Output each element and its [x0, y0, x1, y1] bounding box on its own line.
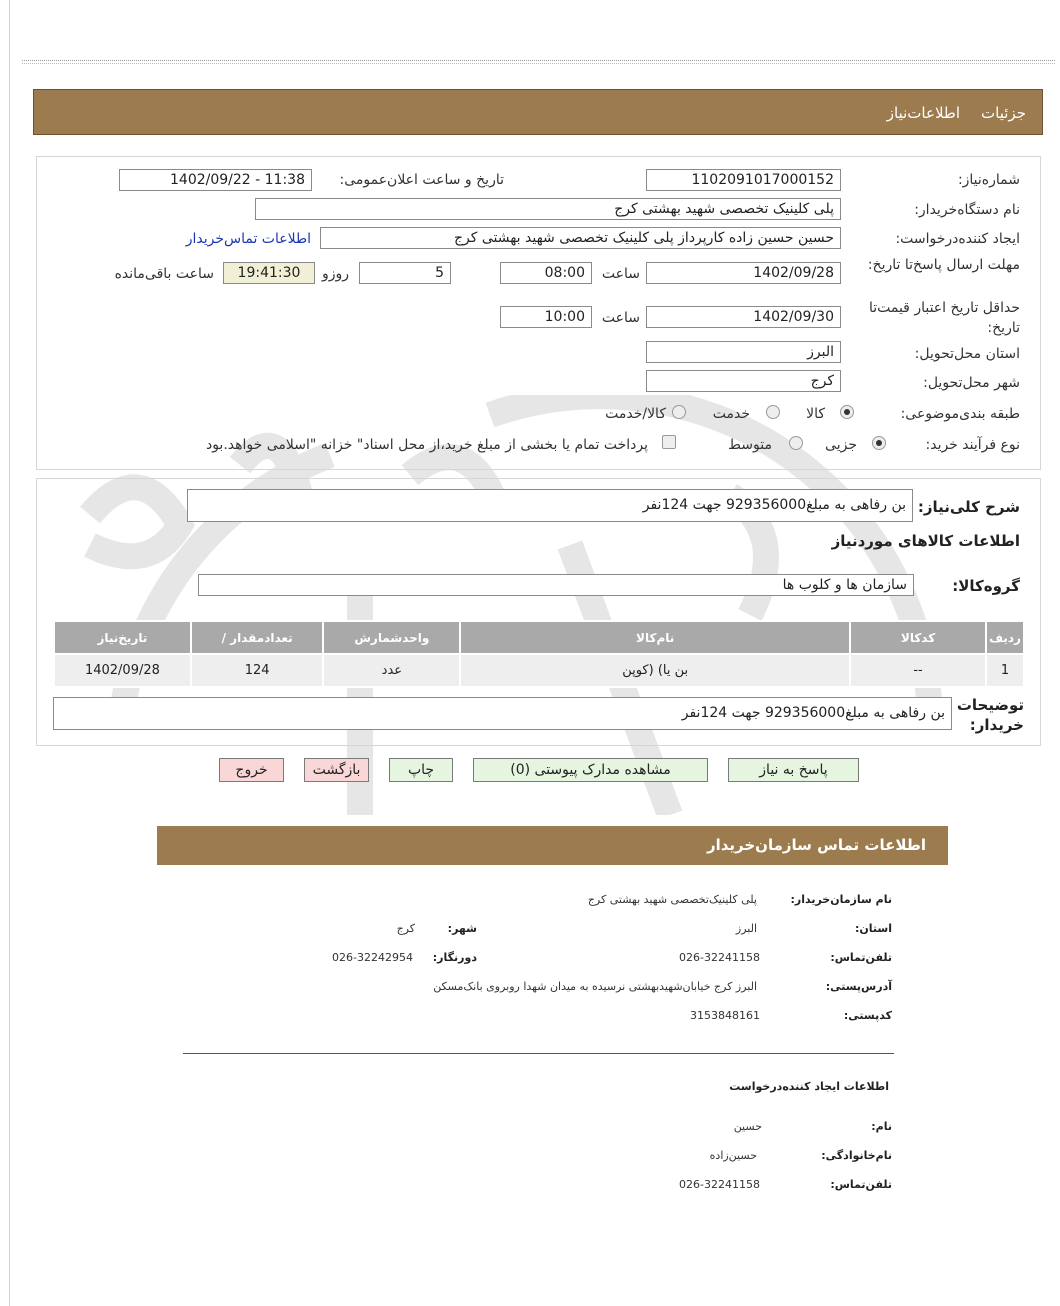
province-label: استان محل‌تحویل:: [914, 346, 1020, 362]
city-label: شهر محل‌تحویل:: [923, 375, 1020, 391]
creator-label: ایجاد کننده‌درخواست:: [895, 231, 1020, 247]
reply-time-label: ساعت: [601, 266, 640, 282]
contact-phone-value: 026-32241158: [679, 951, 760, 964]
col-unit: واحدشمارش: [323, 621, 460, 654]
exit-button[interactable]: خروج: [219, 758, 284, 782]
col-quantity: تعدادمقدار /: [191, 621, 324, 654]
col-code: کدکالا: [850, 621, 986, 654]
province-field: البرز: [646, 341, 841, 363]
min-validity-label: حداقل تاریخ اعتبار قیمت‌تا تاریخ:: [868, 300, 1020, 336]
creator-name-value: حسین: [733, 1120, 762, 1133]
validity-date-field: 1402/09/30: [646, 306, 841, 328]
buyer-notes-label: توضیحات خریدار:: [956, 696, 1024, 734]
contact-province-label: استان:: [855, 922, 892, 935]
buyer-notes-field: بن رفاهی به مبلغ929356000 جهت 124نفر: [53, 697, 952, 730]
buyer-contact-link[interactable]: اطلاعات تماس‌خریدار: [185, 231, 311, 247]
print-button[interactable]: چاپ: [389, 758, 453, 782]
city-field: کرج: [646, 370, 841, 392]
cell-code: --: [850, 654, 986, 687]
buyer-org-field: پلی کلینیک تخصصی شهید بهشتی کرج: [255, 198, 841, 220]
items-table-wrapper: [53, 620, 1025, 688]
cell-unit: عدد: [323, 654, 460, 687]
validity-time-field: 10:00: [500, 306, 592, 328]
goods-group-label: گروه‌کالا:: [952, 577, 1020, 595]
cell-quantity: 124: [191, 654, 324, 687]
category-goods-radio[interactable]: [840, 405, 854, 419]
contact-fax-label: دورنگار:: [432, 951, 477, 964]
contact-phone-label: تلفن‌تماس:: [830, 951, 892, 964]
items-section-title: اطلاعات کالاهای موردنیاز: [831, 532, 1020, 550]
general-desc-field: بن رفاهی به مبلغ929356000 جهت 124نفر: [187, 489, 913, 522]
col-name: نام‌کالا: [460, 621, 850, 654]
need-number-field: 1102091017000152: [646, 169, 841, 191]
announce-date-label: تاریخ و ساعت اعلان‌عمومی:: [339, 172, 504, 188]
top-divider-2: [22, 63, 1055, 64]
payment-checkbox[interactable]: [662, 435, 676, 449]
cell-name: بن یا) (کوپن: [460, 654, 850, 687]
contact-postal-value: 3153848161: [690, 1009, 760, 1022]
reply-date-field: 1402/09/28: [646, 262, 841, 284]
general-desc-label: شرح کلی‌نیاز:: [917, 498, 1020, 516]
items-table-header: [54, 621, 1024, 654]
category-service-label: خدمت: [712, 406, 750, 422]
contact-fax-value: 026-32242954: [332, 951, 413, 964]
contact-address-label: آدرس‌پستی:: [825, 980, 892, 993]
contact-city-value: کرج: [396, 922, 415, 935]
reply-deadline-label: مهلت ارسال پاسخ‌تا تاریخ:: [867, 257, 1020, 273]
contact-postal-label: کدپستی:: [843, 1009, 892, 1022]
items-table: [53, 620, 1025, 688]
category-label: طبقه بندی‌موضوعی:: [900, 406, 1020, 422]
view-attachments-button[interactable]: مشاهده مدارک پیوستی (0): [473, 758, 708, 782]
col-row: ردیف: [986, 621, 1024, 654]
tab-need-info[interactable]: اطلاعات‌نیاز: [886, 104, 960, 122]
creator-info-title: اطلاعات ایجاد کننده‌درخواست: [729, 1080, 889, 1093]
category-goods-service-label: کالا/خدمت: [605, 406, 666, 422]
creator-phone-label: تلفن‌تماس:: [830, 1178, 892, 1191]
days-field: 5: [359, 262, 451, 284]
creator-family-label: نام‌خانوادگی:: [821, 1149, 892, 1162]
cell-row: 1: [986, 654, 1024, 687]
process-medium-radio[interactable]: [789, 436, 803, 450]
creator-family-value: حسین‌زاده: [709, 1149, 757, 1162]
contact-divider: [183, 1053, 894, 1054]
process-minor-radio[interactable]: [872, 436, 886, 450]
creator-field: حسین حسین زاده کارپرداز پلی کلینیک تخصصی شهید بهشتی کرج: [320, 227, 841, 249]
payment-note: پرداخت تمام یا بخشی از مبلغ خرید،از محل اسناد" خزانه "اسلامی خواهد.بود: [205, 437, 648, 453]
contact-org-value: پلی کلینیک‌تخصصی شهید بهشتی کرج: [587, 893, 757, 906]
category-goods-service-radio[interactable]: [672, 405, 686, 419]
creator-phone-value: 026-32241158: [679, 1178, 760, 1191]
process-label: نوع فرآیند خرید:: [925, 437, 1020, 453]
tab-details[interactable]: جزئيات: [981, 104, 1026, 122]
contact-address-value: البرز کرج خیابان‌شهیدبهشتی نرسیده به میدان شهدا روبروی بانک‌مسکن: [433, 980, 757, 993]
left-border-line: [9, 0, 10, 1306]
contact-org-label: نام سازمان‌خریدار:: [790, 893, 892, 906]
need-number-label: شماره‌نیاز:: [957, 172, 1020, 188]
remaining-time-label: ساعت باقی‌مانده: [114, 266, 214, 282]
reply-time-field: 08:00: [500, 262, 592, 284]
contact-province-value: البرز: [735, 922, 757, 935]
contact-city-label: شهر:: [447, 922, 477, 935]
contact-section-bar: [157, 826, 948, 865]
category-service-radio[interactable]: [766, 405, 780, 419]
reply-button[interactable]: پاسخ به نیاز: [728, 758, 859, 782]
category-goods-label: کالا: [806, 406, 825, 422]
col-need-date: تاریخ‌نیاز: [54, 621, 191, 654]
goods-group-field: سازمان ها و کلوب ها: [198, 574, 914, 596]
contact-section-title: اطلاعات تماس سازمان‌خریدار: [706, 836, 926, 854]
back-button[interactable]: بازگشت: [304, 758, 369, 782]
remaining-time-field: 19:41:30: [223, 262, 315, 284]
days-label: روزو: [321, 266, 349, 282]
top-divider: [22, 60, 1055, 61]
cell-need-date: 1402/09/28: [54, 654, 191, 687]
validity-time-label: ساعت: [601, 310, 640, 326]
buyer-org-label: نام دستگاه‌خریدار:: [914, 202, 1020, 218]
page-title-bar: [33, 89, 1043, 135]
announce-date-field: 1402/09/22 - 11:38: [119, 169, 312, 191]
table-row: [54, 654, 1024, 687]
process-minor-label: جزیی: [825, 437, 857, 453]
process-medium-label: متوسط: [728, 437, 772, 453]
creator-name-label: نام:: [871, 1120, 892, 1133]
